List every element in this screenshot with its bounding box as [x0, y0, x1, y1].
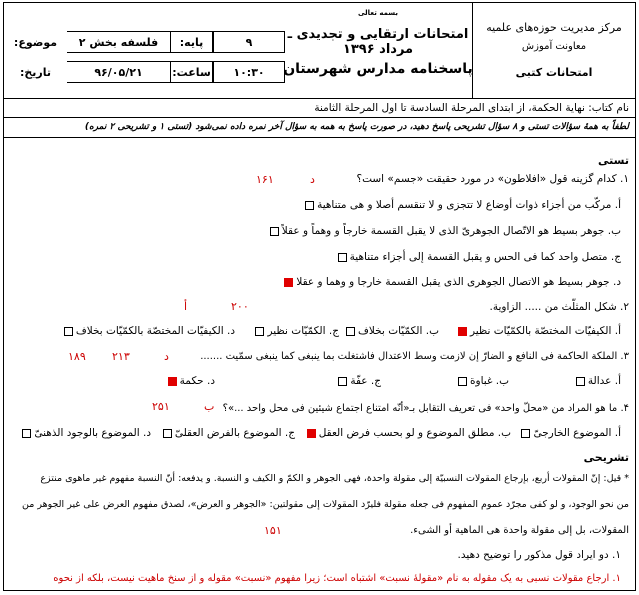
- option-label: ج. الکمّیّات نظیر: [267, 325, 339, 337]
- passage-page-ref: ۱۵۱: [264, 524, 282, 537]
- q3-answer-page-1: ۲۱۳: [112, 350, 130, 363]
- q3-option-b[interactable]: [455, 375, 509, 387]
- answer-text: ۱. ارجاع مقولات نسبی به یک مقوله به نام «مقولهٔ نسبت» اشتباه است؛ زیرا مفهوم «نسبت» مقوله و از سنخ ماهیت نیست، بلکه از نحوه: [53, 573, 621, 584]
- q4-option-b[interactable]: [304, 427, 511, 439]
- organization-block: [472, 3, 635, 98]
- checkbox[interactable]: [521, 429, 530, 438]
- checkbox[interactable]: [346, 327, 355, 336]
- option-label: ج. متصل واحد کما فی الحس و یقبل القسمة إلی أجزاء متناهیة: [349, 251, 621, 263]
- passage-line-3: المقولات، بل إلی مقولة واحدة هی الماهیة أو الشیء.: [410, 525, 629, 536]
- option-label: ج. الموضوع بالفرض العقلیّ: [174, 427, 295, 439]
- checkbox-checked[interactable]: [458, 327, 467, 336]
- checkbox[interactable]: [338, 377, 347, 386]
- q3-option-d[interactable]: [165, 375, 215, 387]
- time-label: ساعت:: [171, 61, 213, 83]
- q4-option-d[interactable]: [19, 427, 151, 439]
- passage-line-2: من نحو الوجود، و لو کفی مجرّد عموم المفهوم فی جعله مقولة فلیرّد المقولات إلی مقولتین: «الجوهر و العرض»، لصدق مفهوم العرض علی غیر الجوهر من: [22, 499, 629, 510]
- q1-option-c[interactable]: [335, 251, 621, 263]
- checkbox[interactable]: [270, 227, 279, 236]
- option-label: ج. عفّة: [350, 375, 381, 387]
- q1-text: ۱. کدام گزینه قول «افلاطون» در مورد حقیقت «جسم» است؟: [356, 173, 629, 185]
- title-block: [283, 3, 473, 98]
- answer-sheet: [3, 2, 636, 591]
- divider: [4, 137, 635, 138]
- option-label: ب. غباوة: [470, 375, 509, 387]
- option-label: ب. الکمّیّات بخلاف: [358, 325, 439, 337]
- exam-info-table: [4, 3, 285, 98]
- option-label: د. جوهر بسیط هو الاتصال الجوهری الذی یقبل القسمة خارجا و وهما و عقلا: [296, 276, 621, 288]
- option-label: أ. مرکّب من أجزاء ذوات أوضاع لا تتجزی و لا تنقسم أصلا و هی متناهیة: [317, 199, 621, 211]
- option-label: د. الکیفیّات المختصّة بالکمّیّات بخلاف: [75, 325, 235, 337]
- q3-answer-page-2: ۱۸۹: [68, 350, 86, 363]
- subject-value: فلسفه بخش ۲: [67, 31, 171, 53]
- option-label: أ. عدالة: [587, 375, 621, 387]
- q4-option-a[interactable]: [518, 427, 621, 439]
- passage-line-1: * قیل: إنّ المقولات أربع، بإرجاع المقولات النسبیّة إلی مقولة واحدة، فهی الجوهر و الکمّ و الکیف و النسبة. و یدفعه: أنّ النسبة مفهوم غیر ماهوی منتزع: [40, 473, 629, 484]
- q3-option-c[interactable]: [335, 375, 381, 387]
- q4-text: ۴. ما هو المراد من «محلّ واحد» فی تعریف التقابل بـ«أنّه امتناع اجتماع شیئین فی محل واحد ...»؟: [222, 403, 629, 414]
- test-section-title: تستی: [598, 154, 629, 167]
- q2-option-b[interactable]: [343, 325, 439, 337]
- checkbox-checked[interactable]: [168, 377, 177, 386]
- checkbox[interactable]: [163, 429, 172, 438]
- org-line-3: امتحانات کتبی: [515, 66, 593, 79]
- checkbox[interactable]: [458, 377, 467, 386]
- checkbox[interactable]: [22, 429, 31, 438]
- q1-option-a[interactable]: [302, 199, 621, 211]
- exam-title: امتحانات ارتقایی و تجدیدی ـ مرداد ۱۳۹۶: [287, 27, 469, 57]
- checkbox[interactable]: [64, 327, 73, 336]
- level-label: پایه:: [171, 31, 213, 53]
- q1-answer-page: ۱۶۱: [256, 173, 274, 186]
- q3-text: ۳. الملکة الحاکمة فی النافع و الضارّ إن لازمت وسط الاعتدال فاشتغلت بما ینبغی کما ینبغی سمّیت .......: [200, 351, 629, 362]
- descriptive-section-title: تشریحی: [583, 451, 629, 464]
- book-line: نام کتاب: نهایة الحکمة، از ابتدای المرحلة السادسة تا اول المرحلة الثامنة: [4, 99, 635, 118]
- org-line-1: مرکز مدیریت حوزه‌های علمیه: [486, 21, 622, 34]
- q4-answer-letter: ب: [204, 400, 215, 413]
- subject-label: موضوع:: [13, 35, 58, 49]
- checkbox[interactable]: [576, 377, 585, 386]
- checkbox-checked[interactable]: [284, 278, 293, 287]
- q2-text: ۲. شکل المثلّث من ..... الزاویة.: [489, 301, 629, 313]
- level-value: ۹: [213, 31, 285, 53]
- q2-answer-page: ۲۰۰: [231, 300, 249, 313]
- q2-option-c[interactable]: [252, 325, 339, 337]
- q2-option-d[interactable]: [61, 325, 235, 337]
- instructions-note: لطفاً به همهٔ سؤالات تستی و ۸ سؤال تشریحی پاسخ دهید، در صورت پاسخ به همه به سؤال آخر نمره داده نمی‌شود (تستی ۱ و تشریحی ۲ نمره): [84, 122, 629, 132]
- date-value: ۹۶/۰۵/۲۱: [67, 61, 171, 83]
- checkbox-checked[interactable]: [307, 429, 316, 438]
- option-label: أ. الکیفیّات المختصّة بالکمّیّات نظیر: [469, 325, 621, 337]
- q3-answer-letter: د: [164, 350, 169, 363]
- q4-option-c[interactable]: [160, 427, 295, 439]
- checkbox[interactable]: [305, 201, 314, 210]
- descriptive-q1: ۱. دو ایراد قول مذکور را توضیح دهید.: [457, 549, 621, 561]
- q1-answer-letter: د: [310, 173, 315, 186]
- option-label: ب. جوهر بسیط هو الاتّصال الجوهریّ الذی لا یقبل القسمة خارجاً و وهماً و عقلاً: [281, 225, 621, 237]
- q1-option-d[interactable]: [281, 276, 621, 288]
- option-label: د. حکمة: [179, 375, 215, 387]
- option-label: ب. مطلق الموضوع و لو بحسب فرض العقل: [318, 427, 511, 439]
- q2-answer-letter: أ: [184, 300, 188, 313]
- option-label: د. الموضوع بالوجود الذهنیّ: [34, 427, 151, 439]
- bismillah: بسمه تعالی: [357, 9, 399, 17]
- date-label: تاریخ:: [19, 65, 52, 79]
- checkbox[interactable]: [255, 327, 264, 336]
- option-label: أ. الموضوع الخارجیّ: [533, 427, 621, 439]
- org-line-2: معاونت آموزش: [521, 41, 587, 52]
- q2-option-a[interactable]: [455, 325, 621, 337]
- q4-answer-page: ۲۵۱: [152, 400, 170, 413]
- header: [4, 3, 635, 99]
- time-value: ۱۰:۳۰: [213, 61, 285, 83]
- checkbox[interactable]: [338, 253, 347, 262]
- sheet-title: پاسخنامه مدارس شهرستان: [283, 61, 473, 77]
- q3-option-a[interactable]: [573, 375, 621, 387]
- q1-option-b[interactable]: [267, 225, 621, 237]
